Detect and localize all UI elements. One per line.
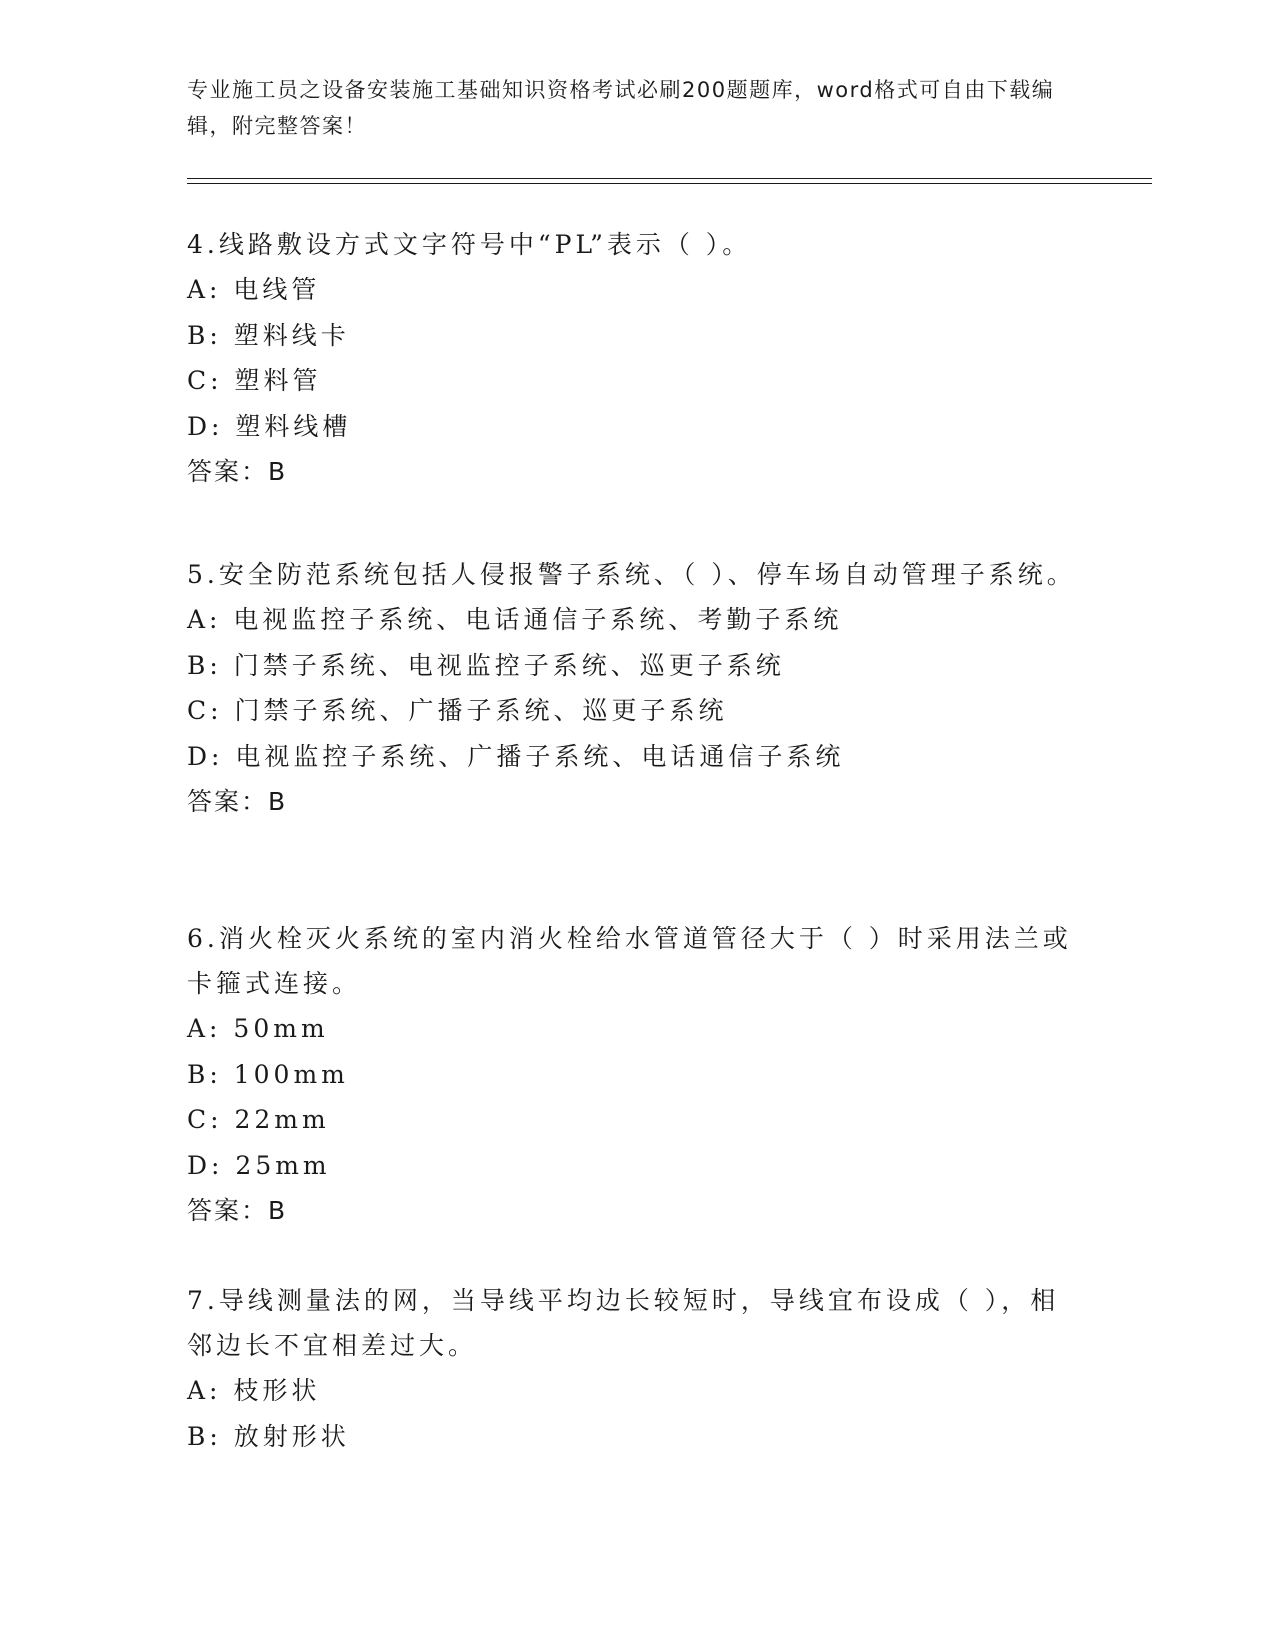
option-a: A: 50mm — [187, 1014, 329, 1043]
option-d: D: 25mm — [187, 1150, 331, 1180]
option-d: D: 塑料线槽 — [187, 411, 352, 441]
header-double-rule — [187, 178, 1152, 184]
answer-line: 答案：B — [187, 787, 288, 816]
option-d: D: 电视监控子系统、广播子系统、电话通信子系统 — [187, 741, 845, 771]
question-4 — [187, 222, 1087, 494]
answer-line: 答案：B — [187, 1196, 288, 1225]
option-c: C: 门禁子系统、广播子系统、巡更子系统 — [187, 696, 728, 725]
question-stem: 5.安全防范系统包括人侵报警子系统、（ ）、停车场自动管理子系统。 — [187, 560, 1076, 589]
document-header-text: 专业施工员之设备安装施工基础知识资格考试必刷200题题库，word格式可自由下载编辑，附完整答案！ — [187, 78, 1055, 138]
option-b: B: 100mm — [187, 1059, 349, 1089]
question-stem: 7.导线测量法的网，当导线平均边长较短时，导线宜布设成（ ），相邻边长不宜相差过大。 — [187, 1286, 1060, 1360]
option-a: A: 电线管 — [187, 275, 321, 304]
option-b: B: 门禁子系统、电视监控子系统、巡更子系统 — [187, 650, 785, 680]
question-stem: 6.消火栓灭火系统的室内消火栓给水管道管径大于（ ）时采用法兰或卡箍式连接。 — [187, 924, 1072, 998]
option-a: A: 电视监控子系统、电话通信子系统、考勤子系统 — [187, 605, 843, 634]
question-5 — [187, 552, 1087, 824]
answer-line: 答案：B — [187, 457, 288, 486]
option-c: C: 22mm — [187, 1105, 330, 1134]
question-7 — [187, 1278, 1087, 1459]
question-6 — [187, 916, 1087, 1233]
option-a: A: 枝形状 — [187, 1376, 321, 1405]
option-c: C: 塑料管 — [187, 366, 322, 395]
question-stem: 4.线路敷设方式文字符号中“PL”表示（ ）。 — [187, 230, 752, 259]
option-b: B: 放射形状 — [187, 1421, 350, 1451]
option-b: B: 塑料线卡 — [187, 320, 350, 350]
